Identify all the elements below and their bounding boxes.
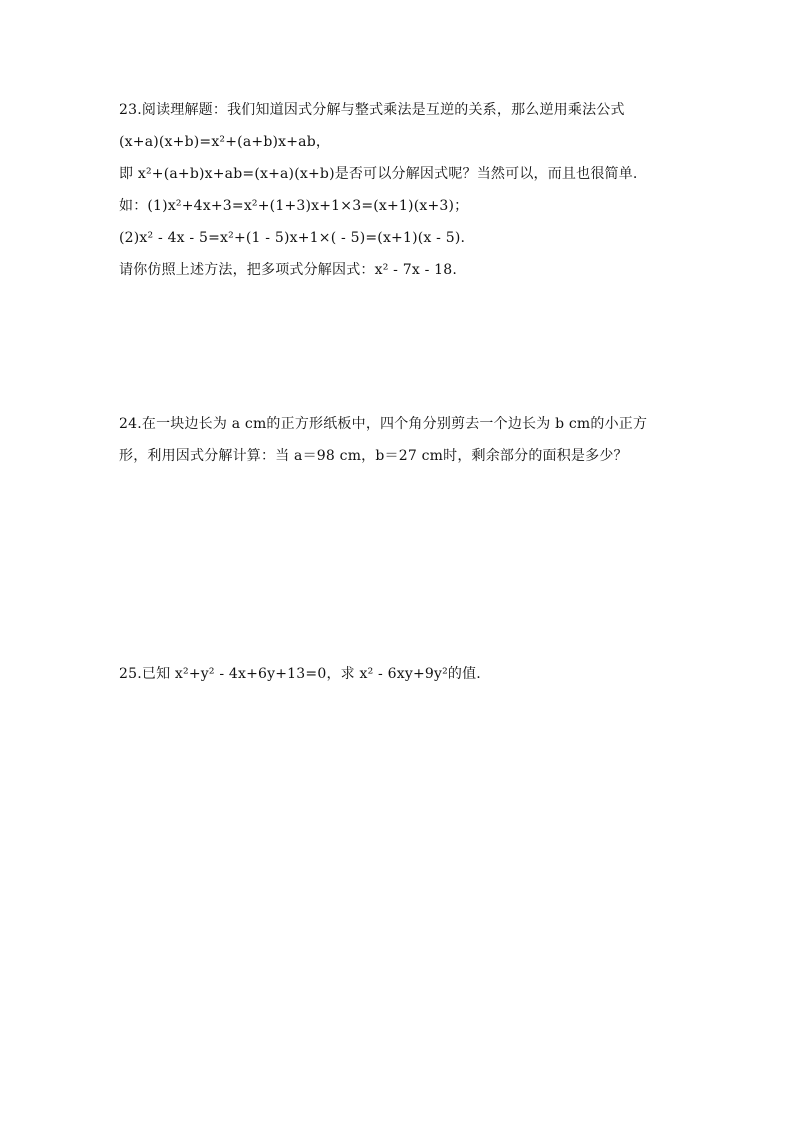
problem-23-line-1: 23.阅读理解题：我们知道因式分解与整式乘法是互逆的关系，那么逆用乘法公式 [119,102,625,118]
problem-25-line-1: 25.已知 x²+y² - 4x+6y+13=0，求 x² - 6xy+9y²的值. [119,666,481,682]
problem-23-line-2: (x+a)(x+b)=x²+(a+b)x+ab， [119,134,331,150]
problem-23-line-6: 请你仿照上述方法，把多项式分解因式：x² - 7x - 18. [119,262,458,278]
problem-23-line-5: (2)x² - 4x - 5=x²+(1 - 5)x+1×( - 5)=(x+1)(x - 5). [119,230,466,246]
problem-23-line-3: 即 x²+(a+b)x+ab=(x+a)(x+b)是否可以分解因式呢？当然可以，而且也很简单. [119,166,638,182]
problem-24-line-2: 形，利用因式分解计算：当 a＝98 cm，b＝27 cm时，剩余部分的面积是多少？ [119,448,628,464]
problem-23-line-4: 如：(1)x²+4x+3=x²+(1+3)x+1×3=(x+1)(x+3)； [119,198,469,214]
problem-24-line-1: 24.在一块边长为 a cm的正方形纸板中，四个角分别剪去一个边长为 b cm的小正方 [119,416,648,432]
